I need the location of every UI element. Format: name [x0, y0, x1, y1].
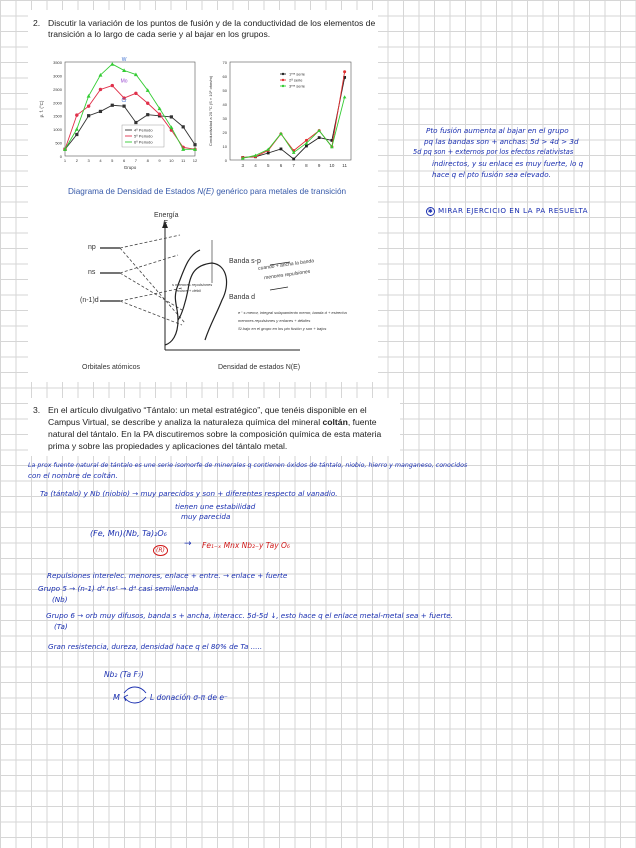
chart1-ylabel: p. f. (°C): [39, 100, 44, 118]
chart2-series-line: [243, 97, 345, 158]
chart1-xtick: 12: [192, 158, 198, 163]
chart2-legend-marker: [282, 85, 284, 87]
chart1-point: [122, 68, 126, 72]
chart2-ytick: 50: [222, 88, 227, 93]
chart1-point-label: Mo: [120, 78, 128, 85]
side-note-6-text: MIRAR EJERCICIO EN LA PA RESUELTA: [438, 206, 589, 215]
side-note-2: pq las bandas son + anchas: 5d > 4d > 3d: [424, 137, 579, 146]
donation-arrows-icon: [120, 683, 150, 707]
chart2-series-line: [243, 77, 345, 159]
chart1-point: [110, 62, 114, 66]
dos-title-var: N(E): [197, 187, 215, 196]
chart1-xtick: 1: [63, 158, 67, 163]
question-3-line2-post: , fuente: [347, 417, 377, 427]
question-2-line1: Discutir la variación de los puntos de fusión y de la conductividad de los elementos de: [48, 18, 376, 28]
chart1-point: [134, 92, 137, 95]
dos-e-label: E: [163, 220, 168, 227]
hand-line-6: (Fe, Mn)(Nb, Ta)₂O₆: [90, 529, 167, 538]
dos-note-3: e⁻ s menor, integral solapamiento menor, banda d + estrecha: [238, 310, 347, 315]
chart1-point: [146, 113, 149, 116]
chart1-xtick: 4: [99, 158, 102, 163]
chart1-legend-label: 6º Periodo: [134, 139, 153, 145]
side-note-1: Pto fusión aumenta al bajar en el grupo: [426, 126, 569, 135]
chart1-xtick: 11: [181, 158, 186, 163]
chart2-ytick: 30: [222, 116, 227, 121]
chart1-point: [146, 102, 149, 105]
chart1-ytick: 2000: [53, 100, 62, 106]
side-note-6: [426, 206, 588, 216]
hand-line-10: Grupo 5 → (n-1) d⁴ ns¹ → d⁴ casi semillenada: [38, 584, 199, 593]
chart1-legend-label: 5º Periodo: [134, 133, 153, 139]
chart1-xtick: 3: [87, 158, 90, 163]
chart2-legend-marker: [282, 79, 284, 81]
chart2-ytick: 0: [224, 158, 227, 163]
dos-title: [68, 187, 346, 196]
chart2-point: [343, 95, 347, 98]
dos-orbitals-label: Orbitales atómicos: [82, 364, 140, 371]
dos-diagram: [60, 205, 360, 375]
hand-line-13: (Ta): [54, 622, 68, 631]
hand-line-14: Gran resistencia, dureza, densidad hace q el 80% de Ta .....: [48, 642, 263, 651]
melting-point-chart: [35, 56, 205, 178]
dos-np-label: np: [88, 244, 96, 251]
chart1-xtick: 5: [111, 158, 114, 163]
question-2-number: 2.: [33, 18, 41, 28]
hand-line-9: Repulsiones interelec. menores, enlace + entre. → enlace + fuerte: [47, 571, 288, 580]
chart1-point: [75, 133, 78, 136]
dos-nd-label: (n-1)d: [80, 297, 99, 304]
hand-line-7: Fe₁₋ₓ Mnx Nb₂₋y Tay O₆: [202, 541, 290, 550]
chart2-xtick: 4: [254, 163, 257, 168]
band-sp-curve: [165, 250, 200, 345]
chart2-point: [318, 136, 321, 139]
hand-line-12: Grupo 6 → orb muy difusos, banda s + ancha, interacc. 5d-5d ↓, esto hace q el enlace metal-metal sea + fuerte.: [46, 611, 453, 620]
chart1-ytick: 3000: [53, 73, 62, 79]
chart1-xtick: 7: [134, 158, 138, 163]
chart1-point: [75, 113, 78, 116]
dos-title-pre: Diagrama de Densidad de Estados: [68, 187, 198, 196]
chart2-legend-label: 2ª serie: [289, 77, 303, 83]
dos-density-label: Densidad de estados N(E): [218, 364, 301, 371]
chart1-point-label: W: [121, 57, 127, 64]
chart2-xtick: 3: [241, 163, 244, 168]
chart2-point: [267, 152, 270, 155]
chart1-xlabel: Grupo: [123, 165, 137, 170]
chart2-point: [343, 70, 346, 73]
chart2-ytick: 20: [222, 130, 227, 135]
question-3-line4: prima y sobre las propiedades y aplicaciones del tántalo metal.: [48, 441, 288, 451]
band-d-curve: [178, 263, 227, 340]
hand-line-8: (R): [153, 545, 168, 556]
chart2-xtick: 5: [266, 163, 270, 168]
dos-note-3b: menores repulsiones y enlaces + débiles: [238, 318, 311, 323]
chart1-xtick: 9: [158, 158, 161, 163]
chart1-point: [99, 88, 102, 91]
chart2-xtick: 10: [329, 163, 335, 168]
chart1-legend-label: 4º Periodo: [134, 127, 153, 133]
chart1-ytick: 500: [55, 140, 62, 146]
hand-line-5: muy parecida: [181, 512, 231, 521]
hand-line-3: Ta (tántalo) y Nb (niobio) → muy parecidos y son + diferentes respecto al vanadio.: [40, 489, 338, 498]
dos-note-2b: enlace + débil: [176, 288, 201, 293]
chart2-point: [305, 145, 308, 148]
side-note-4: indirectos, y su enlace es muy fuerte, lo q: [432, 159, 584, 168]
question-3-line3: natural del tántalo. En la PA discutiremos sobre la composición química de esta materia: [48, 429, 382, 439]
hand-line-16: M: [113, 693, 120, 702]
chart1-ytick: 0: [59, 154, 62, 159]
dos-connectors: [120, 235, 185, 325]
dos-ns-label: ns: [88, 269, 96, 276]
side-note-5: hace q el pto fusión sea elevado.: [432, 170, 551, 179]
chart1-xtick: 10: [169, 158, 174, 163]
side-note-3: 5d pq son + externos por los efectos relativistas: [413, 148, 574, 156]
question-3-line2-pre: Campus Virtual, se describe y analiza la naturaleza química del mineral: [48, 417, 323, 427]
chart1-xtick: 2: [75, 158, 78, 163]
dos-energy-label: Energía: [154, 212, 179, 219]
chart1-point: [99, 110, 102, 113]
chart1-point: [193, 143, 196, 146]
dos-note-1b: menores repulsiones: [263, 268, 311, 282]
chart1-ytick: 1500: [53, 113, 62, 119]
chart1-point: [182, 125, 185, 128]
dos-title-post: genérico para metales de transición: [214, 187, 347, 196]
chart1-point: [170, 115, 173, 118]
chart2-xtick: 6: [279, 163, 283, 168]
chart1-point: [87, 114, 90, 117]
hand-line-1: La prox fuente natural de tántalo es une serie isomorfe de minerales q contienen óxidos de tántalo, niobio, hierro y manganeso, conocidos: [28, 462, 468, 469]
chart1-point: [158, 113, 161, 116]
chart1-point: [111, 84, 114, 87]
chart1-point: [111, 104, 114, 107]
question-3-line2: [48, 416, 377, 428]
dos-note-1: cuando + ancha la banda: [257, 258, 315, 272]
chart2-legend-marker: [282, 73, 284, 75]
chart1-point: [87, 104, 90, 107]
hand-line-15: Nb₂ (Ta F₇): [104, 670, 144, 679]
question-3-line1: En el artículo divulgativo “Tántalo: un metal estratégico”, que tenéis disponible en el: [48, 405, 367, 415]
question-3-number: 3.: [33, 405, 41, 415]
chart2-point: [280, 148, 283, 151]
dos-band-sp-label: Banda s-p: [229, 258, 261, 265]
chart2-ytick: 60: [222, 74, 227, 79]
star-circle-icon: ✱: [427, 208, 434, 215]
note-arrow-2-icon: [270, 287, 288, 290]
chart2-ylabel: Conductividad a 20 °C (S × 10⁶ ohm/m): [208, 75, 213, 147]
chart2-xtick: 9: [317, 163, 321, 168]
chart2-legend-label: 1ᵉʳᵃ serie: [289, 71, 305, 77]
chart1-xtick: 6: [122, 158, 126, 163]
chart2-ytick: 10: [222, 144, 227, 149]
hand-line-4: tienen une estabilidad: [175, 502, 256, 511]
dos-band-d-label: Banda d: [229, 294, 256, 301]
chart2-xtick: 7: [292, 163, 295, 168]
chart2-xtick: 11: [342, 163, 347, 168]
chart2-ytick: 70: [222, 60, 227, 65]
chart1-point-label: Cr: [121, 98, 127, 105]
chart2-point: [292, 158, 295, 161]
hand-line-2: con el nombre de coltán.: [28, 471, 118, 480]
hand-line-17: L donación σ-π de e⁻: [150, 693, 228, 702]
hand-arrow-1-icon: →: [184, 539, 192, 549]
chart1-point: [87, 94, 91, 98]
chart1-point: [134, 121, 137, 124]
conductivity-chart: [206, 58, 356, 176]
question-3-coltan: coltán: [322, 417, 348, 427]
chart1-point: [122, 105, 125, 108]
dos-note-3c: Si bajo en el grupo en los pto fusión y son + bajos: [238, 326, 327, 331]
chart1-xtick: 8: [146, 158, 149, 163]
chart1-point: [75, 127, 79, 131]
chart2-ytick: 40: [222, 102, 227, 107]
chart2-legend-label: 3ᵉʳᵃ serie: [289, 83, 305, 89]
question-2-line2: transición a lo largo de cada serie y al bajar en los grupos.: [48, 29, 271, 39]
chart1-ytick: 2500: [53, 86, 62, 92]
hand-line-11: (Nb): [52, 595, 68, 604]
chart1-ytick: 3500: [53, 60, 62, 65]
chart2-xtick: 8: [305, 163, 308, 168]
chart1-ytick: 1000: [53, 127, 62, 133]
dos-note-2: s menores repulsiones: [172, 282, 213, 287]
